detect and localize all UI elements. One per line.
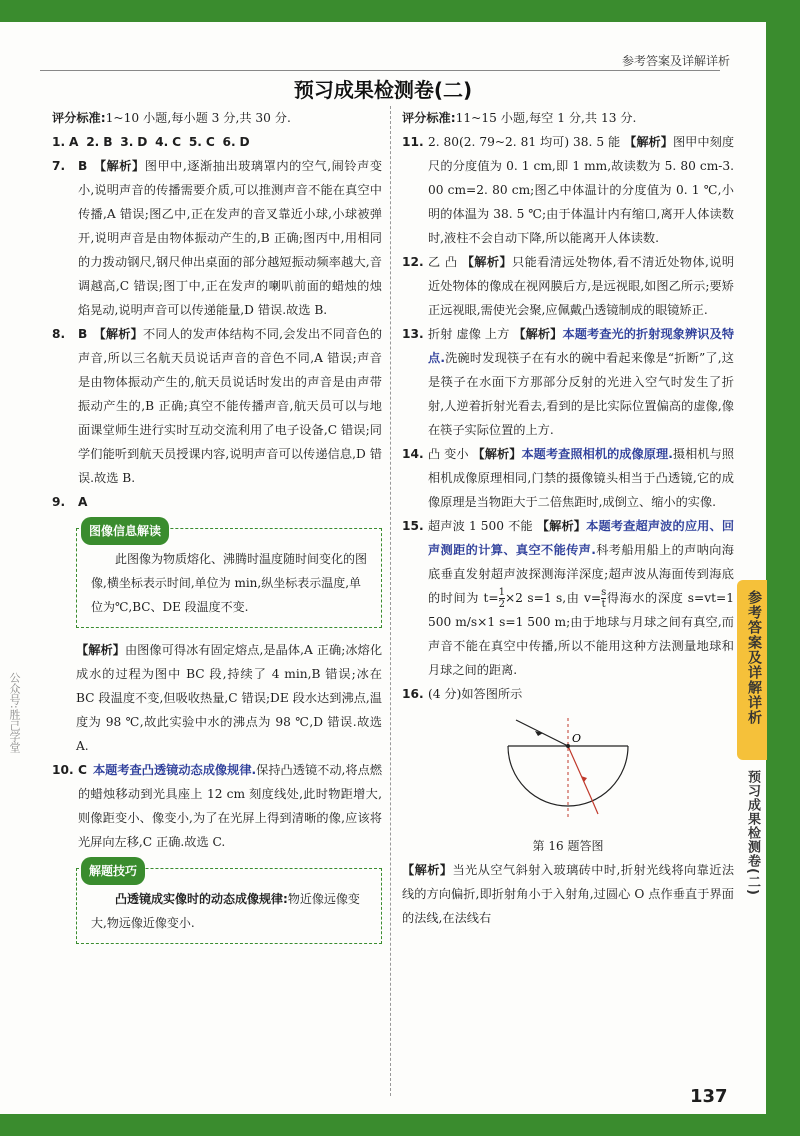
analysis-tag: 【解析】 [402,863,453,877]
answer: 凸 变小 [428,447,469,461]
top-border [0,0,800,22]
question-number: 9. [52,495,66,509]
refraction-diagram [488,714,648,822]
mcq-answer: C [172,135,182,149]
tip-box [76,864,382,944]
mcq-answer: B [103,135,113,149]
question-number: 13. [402,327,424,341]
figure-16 [402,714,734,858]
answer: B [78,159,88,173]
answer: A [78,495,88,509]
analysis-tag: 【解析】 [93,327,143,341]
question-11 [402,130,734,250]
question-number: 14. [402,447,424,461]
side-subtitle: 预习成果检测卷(二) [745,770,760,896]
topic-highlight: 本题考查超声波的应用、回声测距的计算、真空不能传声. [428,519,735,557]
question-number: 12. [402,255,424,269]
criteria-text: 1~10 小题,每小题 3 分,共 30 分. [105,111,291,125]
mcq-answer: D [239,135,250,149]
analysis-text: 不同人的发声体结构不同,会发出不同音色的声音,所以三名航天员说话声音的音色不同,A 错误;声音是由物体振动产生的,航天员说话时发出的声音是由声带振动产生的,B 正确;真空不能传播声音,航天员可以与地面课堂师生进行实时互动交流利用了电子设备,C 错误;同学们能听到航天员授课内容,说明声音可以传递信息,D 错误.故选 B. [78,327,383,485]
graph-info-label: 图像信息解读 [81,517,169,545]
question-number: 11. [402,135,424,149]
mcq-answer: D [137,135,148,149]
mcq-answer: C [205,135,215,149]
analysis-tag: 【解析】 [624,135,673,149]
question-number: 7. [52,159,66,173]
analysis-text: 当光从空气斜射入玻璃砖中时,折射光线将向靠近法线的方向偏折,即折射角小于入射角,过圆心 O 点作垂直于界面的法线,在法线右 [402,863,735,925]
answer: 乙 凸 [428,255,458,269]
analysis-text: 保持凸透镜不动,将点燃的蜡烛移动到光具座上 12 cm 刻度线处,此时物距增大,则像距变小、像变小,为了在光屏上得到清晰的像,应该将光屏向左移,C 正确.故选 C. [78,763,383,849]
fraction-numerator: s [601,587,607,598]
criteria-label: 评分标准: [52,111,106,125]
question-number: 16. [402,687,424,701]
question-15 [402,514,734,682]
header-rule [40,70,720,71]
answer: C [78,763,87,777]
question-number: 10. [52,763,74,777]
tip-text [91,887,371,935]
scoring-criteria-left [52,106,382,130]
analysis-tag: 【解析】 [536,519,587,533]
mcq-num: 4. [155,135,169,149]
center-point [566,744,570,748]
analysis-text: ×2 s=1 s,由 v= [504,591,602,605]
mcq-num: 6. [222,135,236,149]
topic-highlight: 本题考查光的折射现象辨识及特点. [428,327,735,365]
question-16-analysis [402,858,734,930]
analysis-tag: 【解析】 [93,159,145,173]
bottom-border [0,1114,800,1136]
refracted-arrow-icon [581,776,587,782]
answer: B [78,327,88,341]
question-8 [52,322,382,490]
running-header: 参考答案及详解详析 [621,54,730,68]
question-9-analysis [52,638,382,758]
watermark: 公众号:胜己学堂 [8,672,21,753]
question-number: 15. [402,519,424,533]
tip-label: 解题技巧 [81,857,145,885]
analysis-tag: 【解析】 [472,447,522,461]
page-title: 预习成果检测卷(二) [293,78,473,102]
criteria-label: 评分标准: [402,111,456,125]
analysis-tag: 【解析】 [461,255,513,269]
question-text: (4 分)如答图所示 [428,687,523,701]
question-14 [402,442,734,514]
right-column [402,106,734,930]
mcq-num: 1. [52,135,66,149]
analysis-text: 得海水的深度 s=vt=1 500 m/s×1 s=1 500 m;由于地球与月球之间有真空,而声音不能在真空中传播,所以不能用这种方法测量地球和月球之间的距离. [428,591,734,677]
analysis-text: 只能看清远处物体,看不清近处物体,说明近处物体的像成在视网膜后方,是远视眼,如图乙所示;要矫正远视眼,需使光会聚,应佩戴凸透镜制成的眼镜矫正. [428,255,735,317]
analysis-text: 由图像可得冰有固定熔点,是晶体,A 正确;冰熔化成水的过程为图中 BC 段,持续了 4 min,B 错误;冰在 BC 段温度不变,但吸收热量,C 错误;DE 段水达到沸点,温度为 98 ℃,故此实验中水的沸点为 98 ℃,D 错误.故选 A. [76,643,383,753]
topic-highlight: 本题考查凸透镜动态成像规律. [92,763,257,777]
graph-info-text: 此图像为物质熔化、沸腾时温度随时间变化的图像,横坐标表示时间,单位为 min,纵坐标表示温度,单位为℃,BC、DE 段温度不变. [91,552,368,614]
left-column [52,106,382,954]
exit-ray [592,800,598,814]
fraction-numerator: 1 [498,587,505,598]
mcq-answers [52,130,382,154]
fraction-denominator: t [601,599,606,610]
mcq-answer: A [69,135,79,149]
question-10 [52,758,382,854]
column-divider [390,106,391,1096]
mcq-num: 2. [86,135,100,149]
question-16 [402,682,734,706]
refracted-ray [568,746,592,800]
answer: 折射 虚像 上方 [428,327,510,341]
criteria-text: 11~15 小题,每空 1 分,共 13 分. [455,111,637,125]
question-9 [52,490,382,514]
analysis-text: 图甲中刻度尺的分度值为 0. 1 cm,即 1 mm,故读数为 5. 80 cm-3. 00 cm=2. 80 cm;图乙中体温计的分度值为 0. 1 ℃,小明的体温为 38. 5 ℃;由于体温计内有缩口,离开人体读数时,液柱不会自动下降,所以能离开人体读数. [428,135,735,245]
answer: 2. 80(2. 79~2. 81 均可) 38. 5 能 [428,135,621,149]
tip-bold: 凸透镜成实像时的动态成像规律: [115,892,288,906]
analysis-tag: 【解析】 [513,327,563,341]
mcq-num: 3. [120,135,134,149]
analysis-text: 科考船用船上的声呐向海底垂直发射超声波探测海洋深度;超声波从海面传到海底的时间为 t= [428,543,734,605]
topic-highlight: 本题考查照相机的成像原理. [521,447,673,461]
page-number: 137 [690,1086,728,1107]
question-7 [52,154,382,322]
analysis-text: 图甲中,逐渐抽出玻璃罩内的空气,闹铃声变小,说明声音的传播需要介质,可以推测声音不能在真空中传播,A 错误;图乙中,正在发声的音叉靠近小球,小球被弹开,说明声音是由物体振动产生的,B 正确;图丙中,用相同的力拨动钢尺,钢尺伸出桌面的部分越短振动频率越大,音调越高,C 错误;图丁中,正在发声的喇叭前面的蜡烛的烛焰晃动,说明声音可以传递能量,D 错误.故选 B. [78,159,383,317]
answer: 超声波 1 500 不能 [428,519,533,533]
question-13 [402,322,734,442]
graph-info-box [76,524,382,628]
right-border [766,0,800,1136]
point-o-label: O [572,732,582,745]
scoring-criteria-right [402,106,734,130]
figure-caption: 第 16 题答图 [532,839,604,853]
question-12 [402,250,734,322]
side-tab-label: 参考答案及详解详析 [746,590,762,725]
fraction-denominator: 2 [498,599,505,610]
question-number: 8. [52,327,66,341]
analysis-tag: 【解析】 [76,643,125,657]
mcq-num: 5. [188,135,202,149]
analysis-text: 摄相机与照相机成像原理相同,门禁的摄像镜头相当于凸透镜,它的成像原理是当物距大于二倍焦距时,成倒立、缩小的实像. [428,447,735,509]
tip-body: 物近像远像变大,物远像近像变小. [91,892,360,930]
analysis-text: 洗碗时发现筷子在有水的碗中看起来像是“折断”了,这是筷子在水面下方那部分反射的光进入空气时发生了折射,人逆着折射光看去,看到的是比实际位置偏高的虚像,像在筷子实际位置的上方. [428,351,734,437]
